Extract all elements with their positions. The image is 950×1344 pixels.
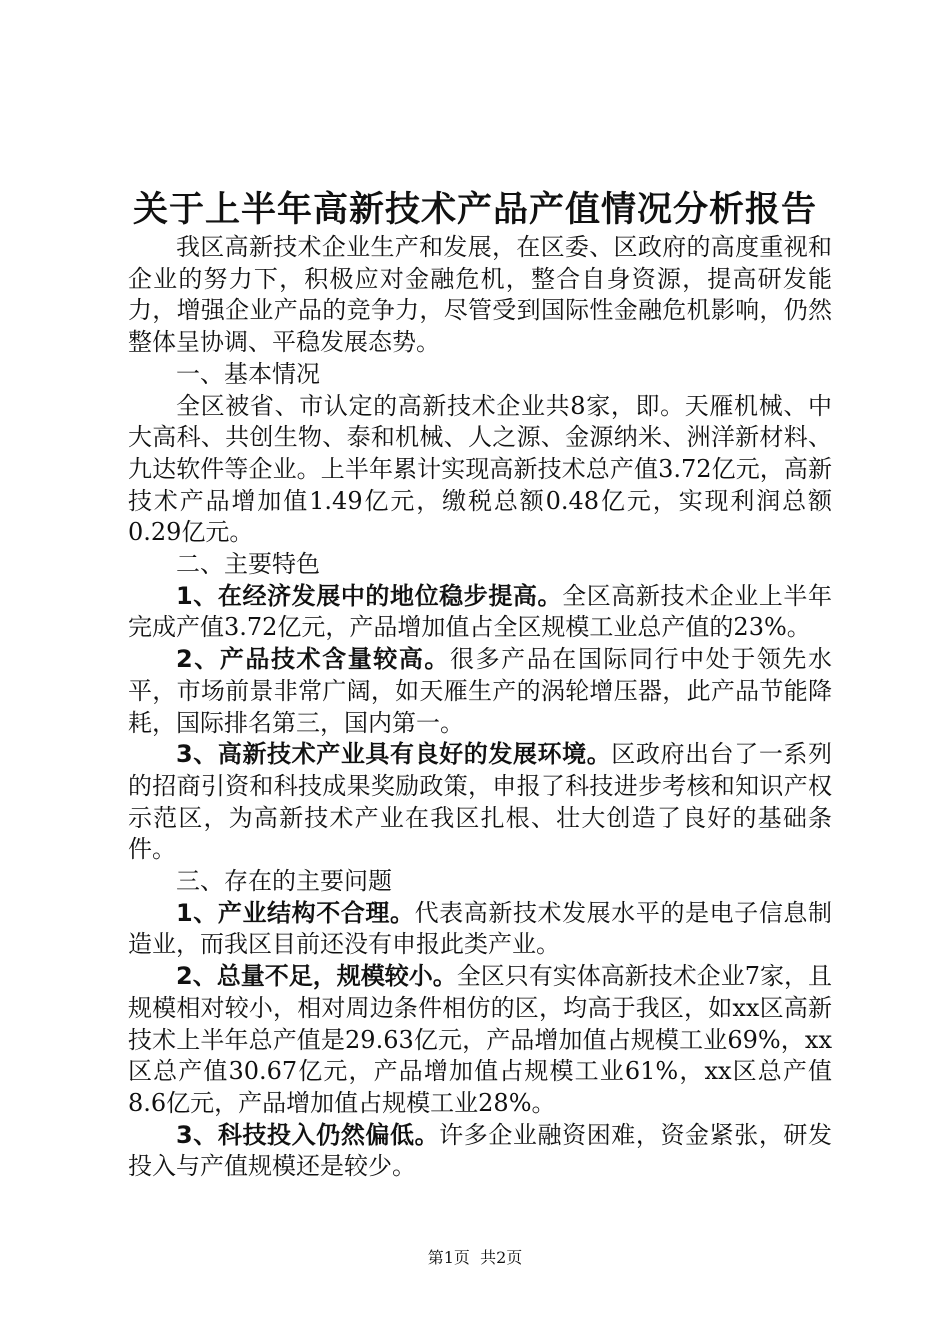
problem-item: [128, 1120, 832, 1183]
feature-item: [128, 739, 832, 866]
feature-item: [128, 644, 832, 739]
problem-item: [128, 961, 832, 1120]
problem-item: [128, 898, 832, 961]
feature-item-lead: 3、高新技术产业具有良好的发展环境。: [176, 740, 612, 769]
document-body: [128, 232, 832, 1183]
problem-item-lead: 1、产业结构不合理。: [176, 898, 415, 927]
problem-item-text: 许多企业融资困难，资金紧张，研发投入与产值规模还是较少。: [128, 1120, 832, 1181]
intro-paragraph: 我区高新技术企业生产和发展，在区委、区政府的高度重视和企业的努力下，积极应对金融危机，整合自身资源，提高研发能力，增强企业产品的竞争力，尽管受到国际性金融危机影响，仍然整体呈协调、平稳发展态势。: [128, 233, 832, 357]
basic-situation-paragraph: 全区被省、市认定的高新技术企业共8家，即。天雁机械、中大高科、共创生物、泰和机械、人之源、金源纳米、洲洋新材料、九达软件等企业。上半年累计实现高新技术总产值3.72亿元，高新技术产品增加值1.49亿元，缴税总额0.48亿元，实现利润总额0.29亿元。: [128, 391, 832, 547]
section-heading-problems: 三、存在的主要问题: [176, 867, 392, 896]
problem-item-lead: 2、总量不足，规模较小。: [176, 962, 457, 991]
feature-item-text: 很多产品在国际同行中处于领先水平，市场前景非常广阔，如天雁生产的涡轮增压器，此产品节能降耗，国际排名第三，国内第一。: [128, 645, 833, 737]
problem-item-text: 全区只有实体高新技术企业7家，且规模相对较小，相对周边条件相仿的区，均高于我区，如xx区高新技术上半年总产值是29.63亿元，产品增加值占规模工业69%，xx区总产值30.67亿元，产品增加值占规模工业61%，xx区总产值8.6亿元，产品增加值占规模工业28%。: [128, 962, 832, 1117]
feature-item-lead: 1、在经济发展中的地位稳步提高。: [176, 581, 563, 610]
feature-item-text: 全区高新技术企业上半年完成产值3.72亿元，产品增加值占全区规模工业总产值的23%。: [128, 581, 833, 642]
feature-item-lead: 2、产品技术含量较高。: [176, 645, 450, 674]
problem-item-text: 代表高新技术发展水平的是电子信息制造业，而我区目前还没有申报此类产业。: [128, 898, 833, 959]
feature-item: [128, 581, 832, 644]
document-title: 关于上半年高新技术产品产值情况分析报告: [132, 189, 817, 230]
section-heading-features: 二、主要特色: [176, 550, 320, 579]
problem-item-lead: 3、科技投入仍然偏低。: [176, 1120, 440, 1149]
page-footer-page-number: 第1页 共2页: [427, 1248, 523, 1267]
feature-item-text: 区政府出台了一系列的招商引资和科技成果奖励政策，申报了科技进步考核和知识产权示范区，为高新技术产业在我区扎根、壮大创造了良好的基础条件。: [128, 740, 833, 864]
section-heading-basic: 一、基本情况: [176, 359, 320, 388]
